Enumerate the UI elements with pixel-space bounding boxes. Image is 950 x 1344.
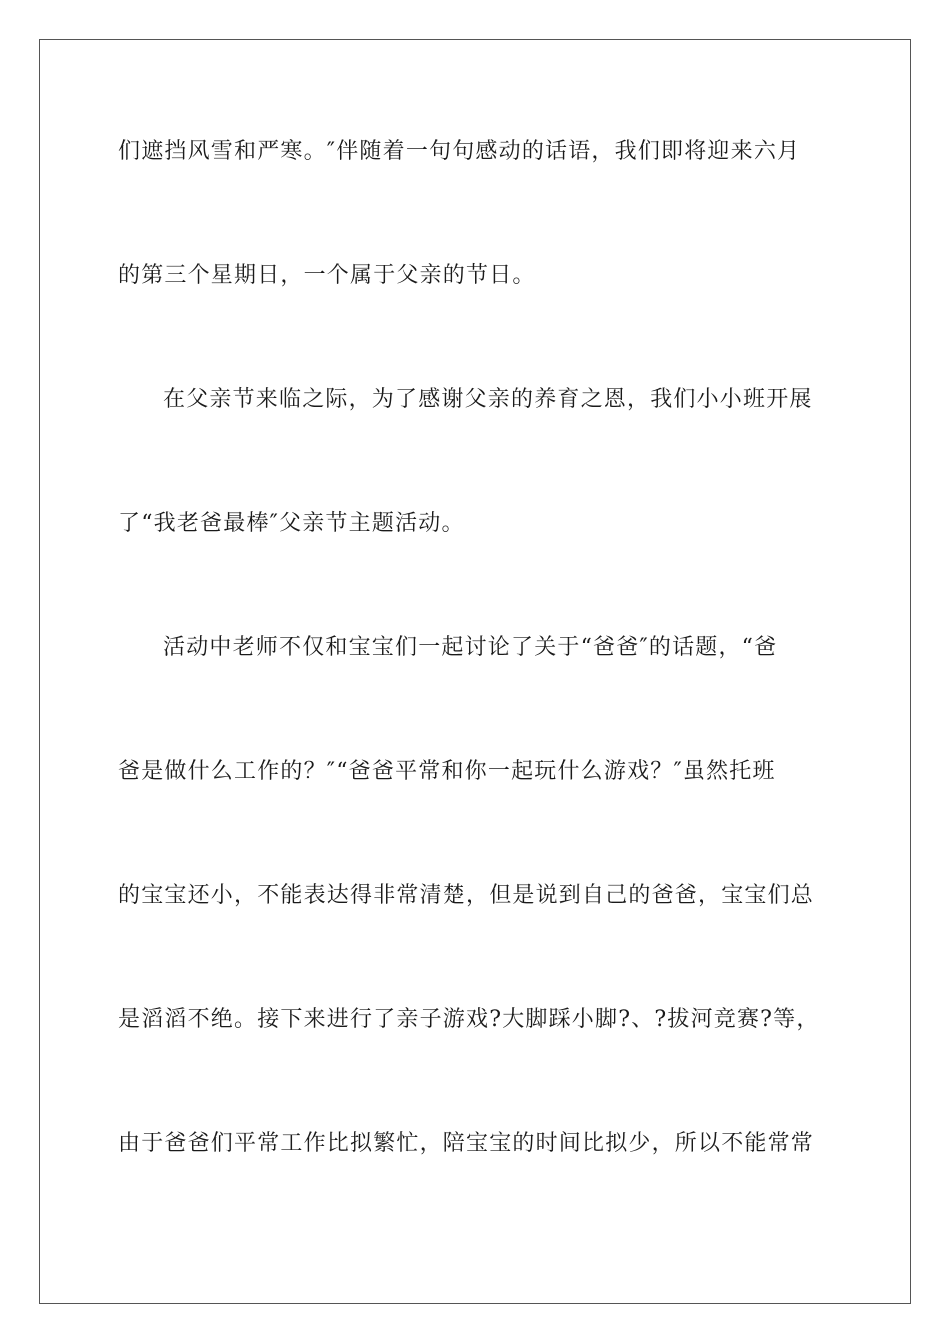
page-border — [39, 39, 911, 1304]
paragraph-first-line: 活动中老师不仅和宝宝们一起讨论了关于“爸爸″的话题，“爸 — [163, 635, 778, 660]
text-line: 由于爸爸们平常工作比拟繁忙，陪宝宝的时间比拟少，所以不能常常 — [118, 1131, 815, 1156]
text-line: 的第三个星期日，一个属于父亲的节日。 — [118, 263, 536, 288]
text-line: 了“我老爸最棒″父亲节主题活动。 — [118, 511, 465, 536]
text-line: 爸是做什么工作的？″“爸爸平常和你一起玩什么游戏？″虽然托班 — [118, 759, 776, 784]
text-line: 的宝宝还小，不能表达得非常清楚，但是说到自己的爸爸，宝宝们总 — [118, 883, 815, 908]
text-line: 是滔滔不绝。接下来进行了亲子游戏?大脚踩小脚?、?拔河竞赛?等， — [118, 1007, 820, 1032]
text-line: 们遮挡风雪和严寒。″伴随着一句句感动的话语，我们即将迎来六月 — [118, 139, 801, 164]
paragraph-first-line: 在父亲节来临之际，为了感谢父亲的养育之恩，我们小小班开展 — [163, 387, 813, 412]
